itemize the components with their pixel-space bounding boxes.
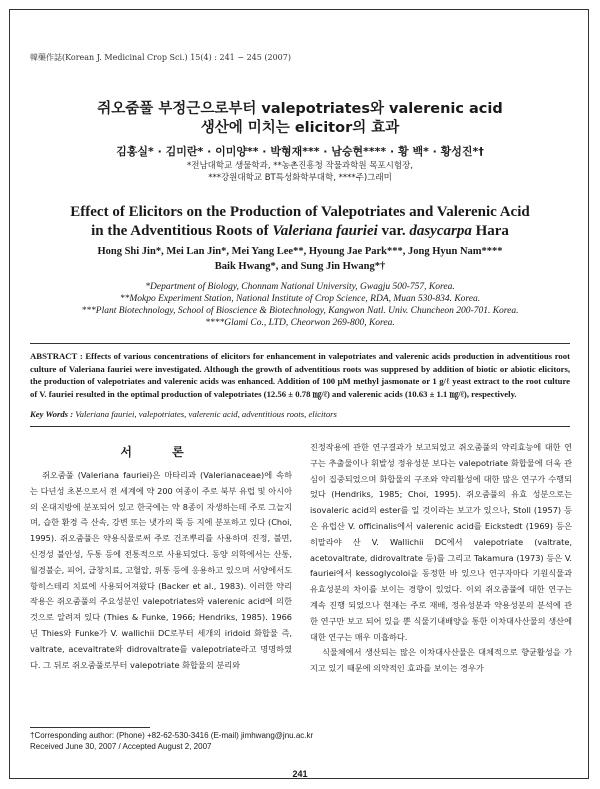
english-title-line-1: Effect of Elicitors on the Production of Valepotriates and Valerenic Acid <box>70 204 530 220</box>
korean-affiliation-1: *전남대학교 생물학과, **농촌진흥청 작물과학원 목포시험장, <box>186 161 414 171</box>
right-paragraph-1: 진정작용에 관한 연구결과가 보고되었고 쥐오줌풀의 약리효능에 대한 연구는 추출물이나 휘발성 정유성분 보다는 valepotriate 화합물에 더욱 관심이 집중되었으며 화합물의 구조와 약리활성에 대한 많은 연구가 수행되었다 (Hendriks, 1985; Choi, 1995). 쥐오줌풀의 유효 성분으로는 isovaleric acid의 ester를 일 것이라는 보고가 있으나, Stoll (1957) 등은 유럽산 V. officinalis에서 valerenic acid를 Eickstedt (1969) 등은 히말라야 산 V. Wallichii DC에서 valepotriate (valtrate, acetovaltrate, didrovaltrate 등)를 그리고 Takamura (1973) 등은 V. fauriei에서 kessoglycoloi을 동정한 바 있으나 연구자마다 기원식물과 유효성분의 차이를 보이는 경향이 있었다. 이외 쥐오줌풀에 대한 연구는 계속 진행 되었으나 현재는 주로 재배, 정유성분과 약용성분의 분석에 관한 연구만 보고 되어 있을 뿐 식물기내배양을 통한 이차대사산물의 생산에 대한 연구는 매우 미흡하다. <box>310 442 572 642</box>
body-column-right <box>310 440 572 677</box>
abstract-top-rule <box>30 343 570 344</box>
left-paragraph-1: 쥐오줌풀 (Valeriana fauriei)은 마타리과 (Valerianaceae)에 속하는 다년성 초본으로서 전 세계에 약 200 여종이 주로 북부 유럽 및 아시아의 온대지방에 분포되어 있고 한국에는 약 8종이 자생하는데 주로 그늘지며, 습한 환경 즉 산속, 강변 또는 냇가의 뚝 등 지에 분포하고 있다 (Choi, 1995). 쥐오줌풀은 약용식물로써 주로 건조뿌리를 사용하며 진정, 불면, 신경성 불안성, 두통 등에 전통적으로 사용되었다. 동양 의학에서는 산통, 월경불순, 피어, 급창치료, 고혈압, 위통 등에 응용하고 있으며 서양에서도 항히스테리 치료에 사용되어져왔다 (Backer et al., 1983). 이러한 약리작용은 쥐오줌풀의 주요성분인 valepotriates와 valerenic acid에 의한 것으로 알려져 있다 (Thies & Funke, 1966; Hendriks, 1985). 1966년 Thies와 Funke가 V. wallichii DC로부터 세개의 iridoid 화합물 즉, valtrate, acevaltrate와 didrovaltrate를 valepotriate라고 명명하였다. 그 뒤로 쥐오줌풀로부터 valepotriate 화합물의 분리와 <box>30 470 292 670</box>
korean-title-line-2: 생산에 미치는 elicitor의 효과 <box>200 120 400 136</box>
abstract: ABSTRACT : Effects of various concentrations of elicitors for enhancement in valepotriates and valerenic acids production in adventitious root culture of Valeriana fauriei were investigated. Although the growth of adventitious roots was suppresed by addition of biotic or abiotic elicitors, the production of valepotriates and valerenic acids was enhanced. Addition of 100 μM methyl jasmonate or 1 g/ℓ yeast extract to the root culture of V. fauriei resulted in the optimal production of valepotriates (12.56 ± 0.78 ㎎/ℓ) and valerenic acids (10.63 ± 1.1 ㎎/ℓ), respectively. <box>30 351 570 399</box>
footnote-rule <box>30 727 150 728</box>
korean-authors: 김홍실* · 김미란* · 이미양** · 박형재*** · 남승현**** · 황 백* · 황성진*† <box>116 145 484 158</box>
right-paragraph-2: 식물체에서 생산되는 많은 이차대사산물은 대체적으로 향균활성을 가지고 있기 때문에 의약적인 효과를 보이는 경우가 <box>310 647 572 674</box>
footnote <box>30 730 313 752</box>
footnote-correspondence: †Corresponding author: (Phone) +82-62-530-3416 (E-mail) jimhwang@jnu.ac.kr <box>30 731 314 740</box>
korean-title-line-1: 쥐오줌풀 부정근으로부터 valepotriates와 valerenic acid <box>97 101 503 117</box>
english-authors-line-1: Hong Shi Jin*, Mei Lan Jin*, Mei Yang Lee**, Hyoung Jae Park***, Jong Hyun Nam**** <box>97 246 503 257</box>
english-affiliation-2: **Mokpo Experiment Station, National Institute of Crop Science, RDA, Muan 530-834. Korea. <box>119 294 481 304</box>
english-affiliation-1: *Department of Biology, Chonnam National University, Gwagju 500-757, Korea. <box>145 282 455 292</box>
english-title-line-2-text: in the Adventitious Roots of Valeriana fauriei var. dasycarpa Hara <box>91 223 509 239</box>
abstract-bottom-rule <box>30 426 570 427</box>
english-title-line-2 <box>0 222 600 241</box>
body-column-left <box>30 468 292 673</box>
keywords <box>30 408 570 420</box>
korean-affiliation-2: ***강원대학교 BT특성화학부대학, ****주)그래미 <box>208 173 392 183</box>
page-number: 241 <box>292 769 308 779</box>
footnote-dates: Received June 30, 2007 / Accepted August 2, 2007 <box>30 742 212 751</box>
english-authors-line-2: Baik Hwang*, and Sung Jin Hwang*† <box>214 261 386 272</box>
english-affiliation-3: ***Plant Biotechnology, School of Bioscience & Biotechnology, Kangwon Natl. Univ. Chuncheon 200-701. Korea. <box>81 306 519 316</box>
keywords-label: Key Words : <box>30 409 74 419</box>
journal-header: 韓藥作誌(Korean J. Medicinal Crop Sci.) 15(4) : 241 − 245 (2007) <box>30 53 291 62</box>
english-affiliation-4: ****Glami Co., LTD, Cheorwon 269-800, Korea. <box>205 318 395 328</box>
section-title-introduction: 서 론 <box>120 445 202 459</box>
keywords-text: Valeriana fauriei, valepotriates, valerenic acid, adventitious roots, elicitors <box>73 409 337 419</box>
